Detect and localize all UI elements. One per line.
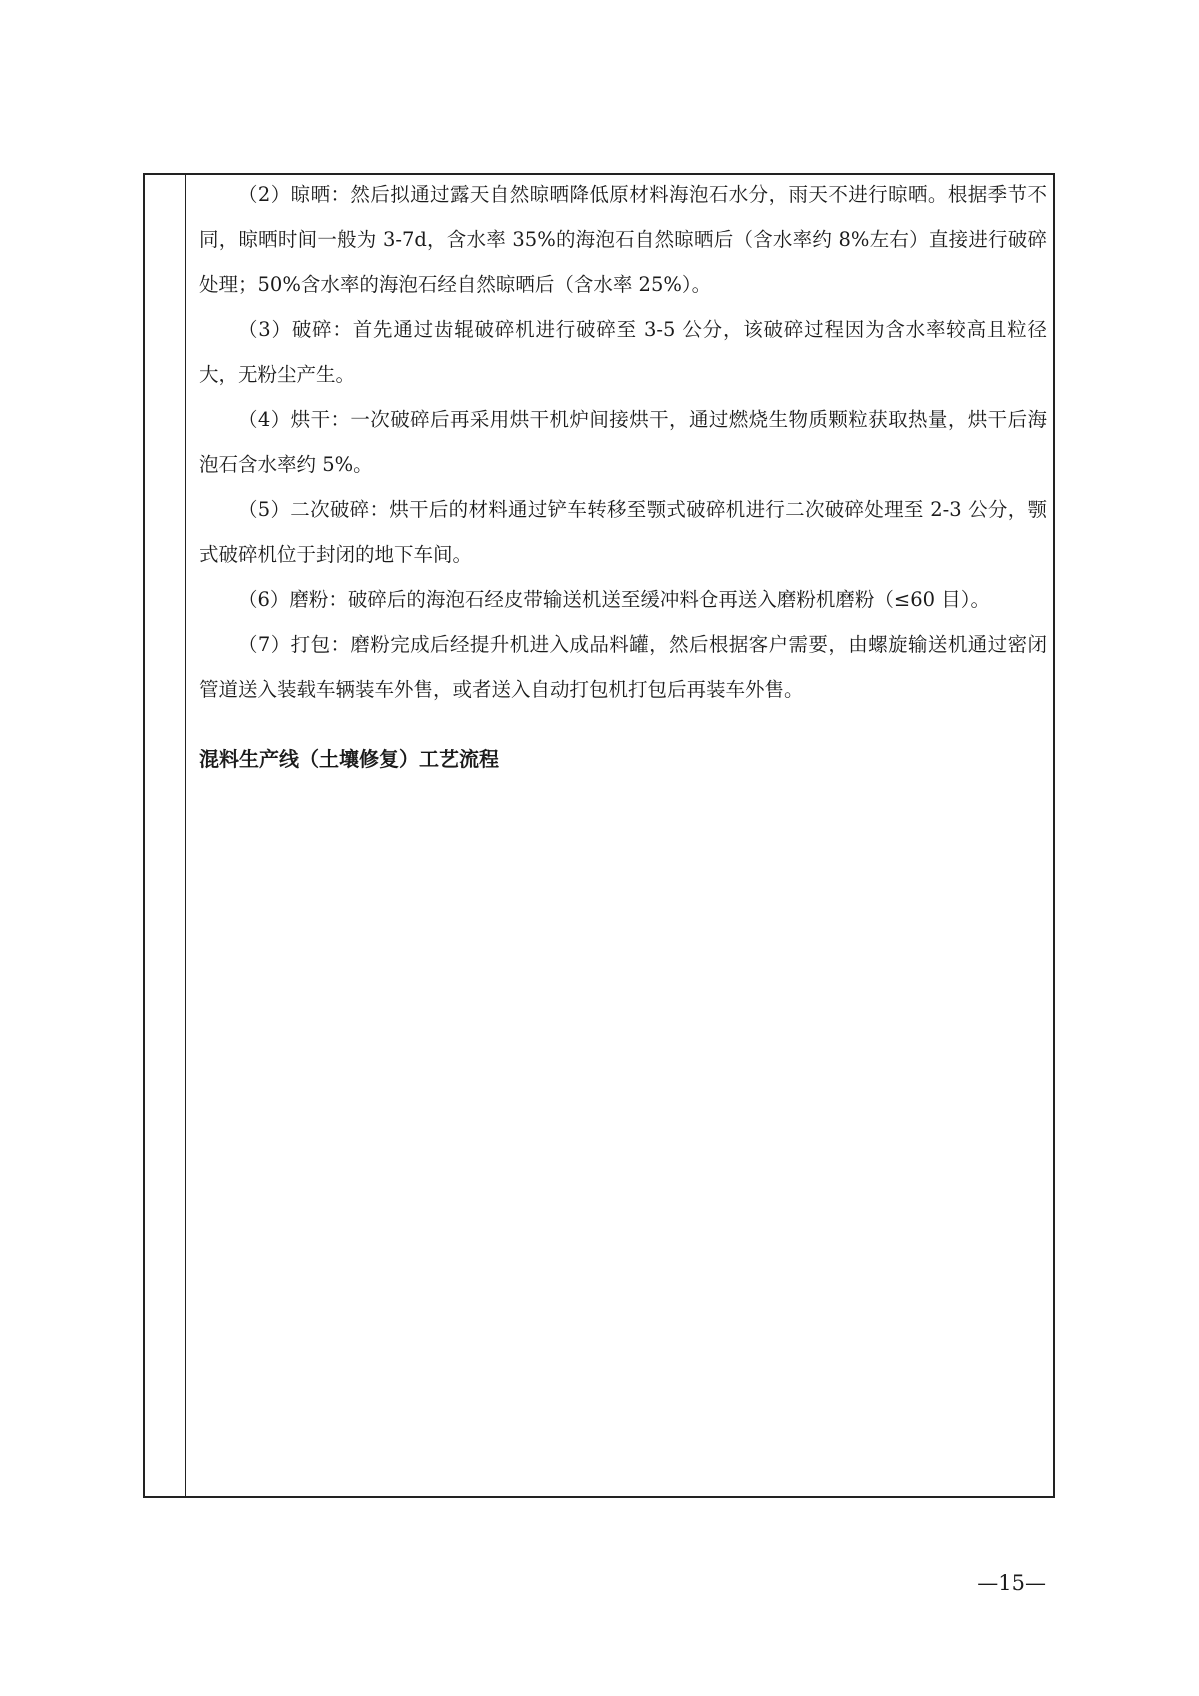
table-cell-content	[199, 172, 1047, 782]
paragraph-baking: （4）烘干：一次破碎后再采用烘干机炉间接烘干，通过燃烧生物质颗粒获取热量，烘干后海泡石含水率约 5%。	[199, 408, 1047, 476]
paragraph-grinding: （6）磨粉：破碎后的海泡石经皮带输送机送至缓冲料仓再送入磨粉机磨粉（≤60 目）。	[238, 588, 991, 611]
paragraph-packing: （7）打包：磨粉完成后经提升机进入成品料罐，然后根据客户需要，由螺旋输送机通过密闭管道送入装载车辆装车外售，或者送入自动打包机打包后再装车外售。	[199, 633, 1047, 701]
page-number: —15—	[977, 1571, 1046, 1595]
paragraph-drying: （2）晾晒：然后拟通过露天自然晾晒降低原材料海泡石水分，雨天不进行晾晒。根据季节不同，晾晒时间一般为 3-7d，含水率 35%的海泡石自然晾晒后（含水率约 8%左右）直接进行破碎处理；50%含水率的海泡石经自然晾晒后（含水率 25%）。	[199, 183, 1047, 296]
paragraph-crushing: （3）破碎：首先通过齿辊破碎机进行破碎至 3-5 公分，该破碎过程因为含水率较高且粒径大，无粉尘产生。	[199, 318, 1047, 386]
paragraph-secondary-crushing: （5）二次破碎：烘干后的材料通过铲车转移至颚式破碎机进行二次破碎处理至 2-3 公分，颚式破碎机位于封闭的地下车间。	[199, 498, 1047, 566]
table-column-divider	[185, 173, 186, 1498]
section-heading: 混料生产线（土壤修复）工艺流程	[199, 747, 499, 771]
